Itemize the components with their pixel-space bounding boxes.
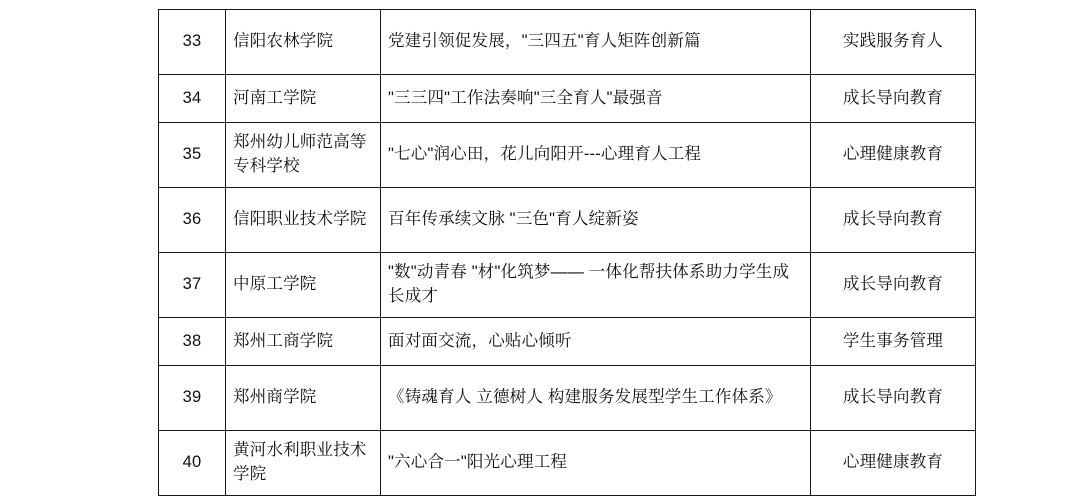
row-category: 心理健康教育 [811,123,976,188]
row-index: 40 [159,431,226,496]
table-body [159,10,976,496]
row-title: "三三四"工作法奏响"三全育人"最强音 [381,75,811,123]
row-title: "数"动青春 "材"化筑梦—— 一体化帮扶体系助力学生成长成才 [381,253,811,318]
row-category: 心理健康教育 [811,431,976,496]
table-row [159,188,976,253]
row-category: 成长导向教育 [811,253,976,318]
table-row [159,431,976,496]
row-index: 33 [159,10,226,75]
row-school: 郑州工商学院 [226,318,381,366]
row-school: 河南工学院 [226,75,381,123]
table-row [159,123,976,188]
table-row [159,366,976,431]
row-category: 学生事务管理 [811,318,976,366]
row-school: 郑州商学院 [226,366,381,431]
projects-table [158,9,976,496]
table-row [159,75,976,123]
row-title: 党建引领促发展，"三四五"育人矩阵创新篇 [381,10,811,75]
row-title: "六心合一"阳光心理工程 [381,431,811,496]
row-category: 成长导向教育 [811,75,976,123]
row-index: 37 [159,253,226,318]
row-title: 面对面交流，心贴心倾听 [381,318,811,366]
row-index: 35 [159,123,226,188]
row-school: 郑州幼儿师范高等专科学校 [226,123,381,188]
table-container [158,9,944,496]
row-index: 36 [159,188,226,253]
table-row [159,253,976,318]
row-category: 成长导向教育 [811,366,976,431]
row-school: 中原工学院 [226,253,381,318]
row-category: 实践服务育人 [811,10,976,75]
row-school: 信阳职业技术学院 [226,188,381,253]
row-index: 34 [159,75,226,123]
row-school: 信阳农林学院 [226,10,381,75]
row-title: 《铸魂育人 立德树人 构建服务发展型学生工作体系》 [381,366,811,431]
row-title: 百年传承续文脉 "三色"育人绽新姿 [381,188,811,253]
table-row [159,318,976,366]
row-index: 39 [159,366,226,431]
table-row [159,10,976,75]
row-index: 38 [159,318,226,366]
row-category: 成长导向教育 [811,188,976,253]
row-school: 黄河水利职业技术学院 [226,431,381,496]
row-title: "七心"润心田，花儿向阳开---心理育人工程 [381,123,811,188]
